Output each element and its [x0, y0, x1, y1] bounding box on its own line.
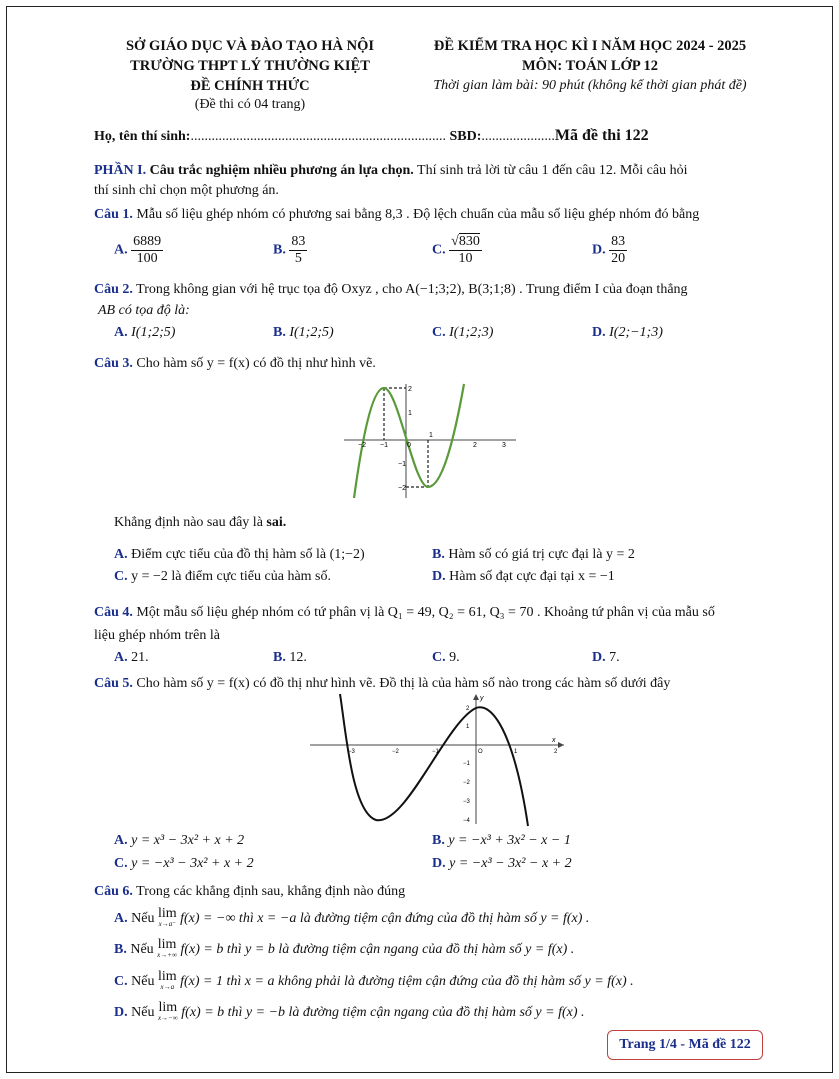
q6-b-sub: x→+∞: [157, 951, 177, 959]
q6-a-lim: lim: [157, 906, 177, 921]
part1-desc1: Thí sinh trả lời từ câu 1 đến câu 12. Mỗi câu hỏi: [413, 163, 688, 178]
q6-d-limit: [158, 1002, 178, 1024]
page-number-badge: Trang 1/4 - Mã đề 122: [607, 1030, 763, 1060]
q3-prompt-text: Khẳng định nào sau đây là: [114, 515, 267, 530]
q6-a-post: f(x) = −∞ thì x = −a là đường tiệm cận đứng của đồ thị hàm số y = f(x) .: [176, 911, 590, 927]
q2-option-d: [592, 325, 663, 341]
q1-a-fraction: [131, 234, 163, 267]
q4-label: Câu 4.: [94, 605, 133, 620]
q6-d-pre: Nếu: [127, 1005, 158, 1021]
q3-prompt: [114, 515, 286, 531]
q1-stem: [94, 207, 699, 223]
q5-label-y2: 2: [466, 706, 470, 712]
part1-heading: [94, 163, 687, 179]
q6-label: Câu 6.: [94, 884, 133, 899]
q1-c-num: √830: [451, 234, 480, 249]
q5-label-x2: 2: [554, 749, 558, 755]
q3-label-o: 0: [407, 442, 411, 449]
q5-label-x1: 1: [514, 749, 518, 755]
q2-b-letter: B.: [273, 325, 286, 340]
q5-option-b: [432, 833, 571, 849]
exam-duration: Thời gian làm bài: 90 phút (không kể thời gian phát đề): [433, 78, 747, 93]
q2-d-letter: D.: [592, 325, 606, 340]
q6-option-b: [114, 939, 574, 961]
exam-title: ĐỀ KIỂM TRA HỌC KÌ I NĂM HỌC 2024 - 2025: [433, 38, 747, 54]
q5-a-text: y = x³ − 3x² + x + 2: [131, 833, 245, 848]
q1-d-letter: D.: [592, 242, 606, 258]
q5-option-a: [114, 833, 244, 849]
q3-label-xm1: −1: [380, 442, 388, 449]
q5-option-d: [432, 856, 572, 872]
q3-label-xm2: −2: [358, 442, 366, 449]
q6-b-post: f(x) = b thì y = b là đường tiệm cận ngang của đồ thị hàm số y = f(x) .: [177, 942, 575, 958]
q6-option-c: [114, 971, 634, 993]
q4-option-a: [114, 650, 149, 666]
q5-label-y: y: [480, 695, 484, 702]
header-page-count: (Đề thi có 04 trang): [194, 97, 306, 112]
q3-label-y2: 2: [408, 386, 412, 393]
q5-b-letter: B.: [432, 833, 445, 848]
q5-a-letter: A.: [114, 833, 128, 848]
header-school: TRƯỜNG THPT LÝ THƯỜNG KIỆT: [130, 58, 370, 74]
q5-c-letter: C.: [114, 856, 128, 871]
q6-c-post: f(x) = 1 thì x = a không phải là đường tiệm cận đứng của đồ thị hàm số y = f(x) .: [176, 974, 634, 990]
q3-prompt-bold: sai.: [266, 515, 287, 530]
q5-stem: [94, 676, 670, 692]
q4-a-letter: A.: [114, 650, 128, 665]
q6-a-limit: [158, 908, 177, 930]
name-dots: .........................................................................: [190, 129, 446, 144]
q2-stem: [94, 282, 688, 298]
q6-option-d: [114, 1002, 585, 1024]
q4-stem: [94, 605, 715, 621]
q6-b-pre: Nếu: [126, 942, 158, 958]
q1-c-letter: C.: [432, 242, 446, 258]
q4-option-d: [592, 650, 620, 666]
q4-d-letter: D.: [592, 650, 606, 665]
q3-a-text: Điểm cực tiểu của đồ thị hàm số là (1;−2): [131, 547, 365, 562]
q3-a-letter: A.: [114, 547, 128, 562]
q5-text: Cho hàm số y = f(x) có đồ thị như hình vẽ. Đồ thị là của hàm số nào trong các hàm số dưới đây: [132, 676, 671, 691]
q2-option-c: [432, 325, 493, 341]
q3-option-b: [432, 547, 635, 563]
q4-d-text: 7.: [609, 650, 620, 665]
q3-label-x1: 1: [429, 432, 433, 439]
q5-label-ym1: −1: [463, 761, 470, 767]
q3-option-d: [432, 569, 615, 585]
q6-b-letter: B.: [114, 942, 127, 958]
q1-option-a: [114, 234, 163, 267]
q4-b-letter: B.: [273, 650, 286, 665]
q6-c-letter: C.: [114, 974, 128, 990]
header-department: SỞ GIÁO DỤC VÀ ĐÀO TẠO HÀ NỘI: [125, 38, 374, 54]
q3-d-text: Hàm số đạt cực đại tại x = −1: [449, 569, 615, 584]
part1-title: PHẦN I.: [94, 163, 147, 178]
exam-code: Mã đề thi 122: [554, 127, 649, 144]
q1-d-num: 83: [611, 234, 626, 249]
q3-label: Câu 3.: [94, 356, 133, 371]
q2-d-text: I(2;−1;3): [609, 325, 663, 340]
q4-c-text: 9.: [449, 650, 460, 665]
q2-a-letter: A.: [114, 325, 128, 340]
q3-option-a: [114, 547, 365, 563]
q5-d-letter: D.: [432, 856, 446, 871]
q5-label-o: O: [478, 749, 483, 755]
exam-subject: MÔN: TOÁN LỚP 12: [521, 58, 658, 74]
q3-b-letter: B.: [432, 547, 445, 562]
q6-a-sub: x→a⁻: [158, 920, 176, 928]
q2-a-text: I(1;2;5): [131, 325, 176, 340]
q3-curve: [354, 384, 464, 498]
q3-label-ym1: −1: [398, 461, 406, 468]
q1-option-c: [432, 234, 482, 267]
q3-label-y1: 1: [408, 410, 412, 417]
sbd-dots: .....................: [481, 129, 555, 144]
q3-b-text: Hàm số có giá trị cực đại là y = 2: [448, 547, 635, 562]
q6-stem: [94, 884, 405, 900]
q4-b-text: 12.: [289, 650, 307, 665]
q1-option-d: [592, 234, 627, 267]
q5-x-arrow: [558, 742, 564, 748]
q5-label-y1: 1: [466, 724, 470, 730]
q2-label: Câu 2.: [94, 282, 133, 297]
q5-label-ym2: −2: [463, 780, 470, 786]
q5-label-xm3: −3: [348, 749, 355, 755]
header-official: ĐỀ CHÍNH THỨC: [190, 78, 310, 94]
q2-option-a: [114, 325, 175, 341]
q1-text: Mẫu số liệu ghép nhóm có phương sai bằng 8,3 . Độ lệch chuẩn của mẫu số liệu ghép nhóm đó bằng: [132, 207, 700, 222]
q1-a-letter: A.: [114, 242, 128, 258]
q4-c-letter: C.: [432, 650, 446, 665]
q1-option-b: [273, 234, 307, 267]
q6-a-pre: Nếu: [127, 911, 158, 927]
q6-option-a: [114, 908, 589, 930]
q3-stem: [94, 356, 376, 372]
q4-a-text: 21.: [131, 650, 149, 665]
q5-label-ym4: −4: [463, 818, 470, 824]
q1-b-num: 83: [291, 234, 306, 249]
q3-graph: [340, 380, 520, 502]
q6-c-limit: [158, 971, 177, 993]
q3-c-letter: C.: [114, 569, 128, 584]
q3-d-letter: D.: [432, 569, 446, 584]
q5-y-arrow: [473, 694, 479, 700]
q3-option-c: [114, 569, 331, 585]
q1-b-den: 5: [294, 251, 302, 266]
q4-text2: liệu ghép nhóm trên là: [94, 628, 220, 643]
q5-graph: [306, 692, 570, 828]
q6-d-lim: lim: [158, 1000, 178, 1015]
q1-b-letter: B.: [273, 242, 286, 258]
q6-b-lim: lim: [157, 937, 177, 952]
q2-text1: Trong không gian với hệ trục tọa độ Oxyz , cho A(−1;3;2), B(3;1;8) . Trung điểm I của đoạn thẳng: [132, 282, 688, 297]
q5-d-text: y = −x³ − 3x² − x + 2: [449, 856, 572, 871]
q1-label: Câu 1.: [94, 207, 133, 222]
q4-option-b: [273, 650, 307, 666]
q5-label-xm1: −1: [432, 749, 439, 755]
q1-c-radicand: 830: [458, 234, 480, 249]
q5-label-ym3: −3: [463, 799, 470, 805]
student-info-line: [94, 127, 649, 145]
q6-a-letter: A.: [114, 911, 128, 927]
name-label: Họ, tên thí sinh:: [94, 129, 191, 144]
q1-a-den: 100: [136, 251, 158, 266]
q5-b-text: y = −x³ + 3x² − x − 1: [448, 833, 571, 848]
q1-c-den: 10: [458, 251, 473, 266]
q1-a-num: 6889: [133, 234, 162, 249]
q6-c-lim: lim: [157, 969, 177, 984]
q6-c-pre: Nếu: [127, 974, 158, 990]
q2-c-text: I(1;2;3): [449, 325, 494, 340]
q2-c-letter: C.: [432, 325, 446, 340]
q6-c-sub: x→a: [160, 983, 175, 991]
q3-text: Cho hàm số y = f(x) có đồ thị như hình vẽ.: [132, 356, 376, 371]
q5-label-x: x: [552, 737, 556, 744]
q6-d-letter: D.: [114, 1005, 128, 1021]
q3-label-ym2: −2: [398, 485, 406, 492]
q6-d-sub: x→−∞: [157, 1014, 178, 1022]
q2-option-b: [273, 325, 334, 341]
q4-option-c: [432, 650, 460, 666]
q2-b-text: I(1;2;5): [289, 325, 334, 340]
q3-label-x3: 3: [502, 442, 506, 449]
q6-b-limit: [157, 939, 177, 961]
q4-text1: Một mẫu số liệu ghép nhóm có tứ phân vị là Q₁ = 49, Q₂ = 61, Q₃ = 70 . Khoảng tứ phân vị của mẫu số: [132, 605, 715, 620]
q5-option-c: [114, 856, 254, 872]
q5-c-text: y = −x³ − 3x² + x + 2: [131, 856, 254, 871]
q6-d-post: f(x) = b thì y = −b là đường tiệm cận ngang của đồ thị hàm số y = f(x) .: [177, 1005, 585, 1021]
q6-text: Trong các khẳng định sau, khẳng định nào đúng: [132, 884, 406, 899]
q5-curve: [340, 694, 528, 826]
q1-c-fraction: [449, 234, 482, 267]
q5-label: Câu 5.: [94, 676, 133, 691]
part1-desc2: thí sinh chỉ chọn một phương án.: [94, 183, 279, 198]
sbd-label: SBD:: [449, 129, 482, 144]
q5-label-xm2: −2: [392, 749, 399, 755]
q1-d-fraction: [609, 234, 627, 267]
q3-label-x2: 2: [473, 442, 477, 449]
q3-c-text: y = −2 là điểm cực tiểu của hàm số.: [131, 569, 332, 584]
q1-b-fraction: [289, 234, 307, 267]
q1-d-den: 20: [611, 251, 626, 266]
q2-text2: AB có tọa độ là:: [98, 303, 190, 318]
part1-title-rest: Câu trắc nghiệm nhiều phương án lựa chọn.: [146, 163, 414, 178]
